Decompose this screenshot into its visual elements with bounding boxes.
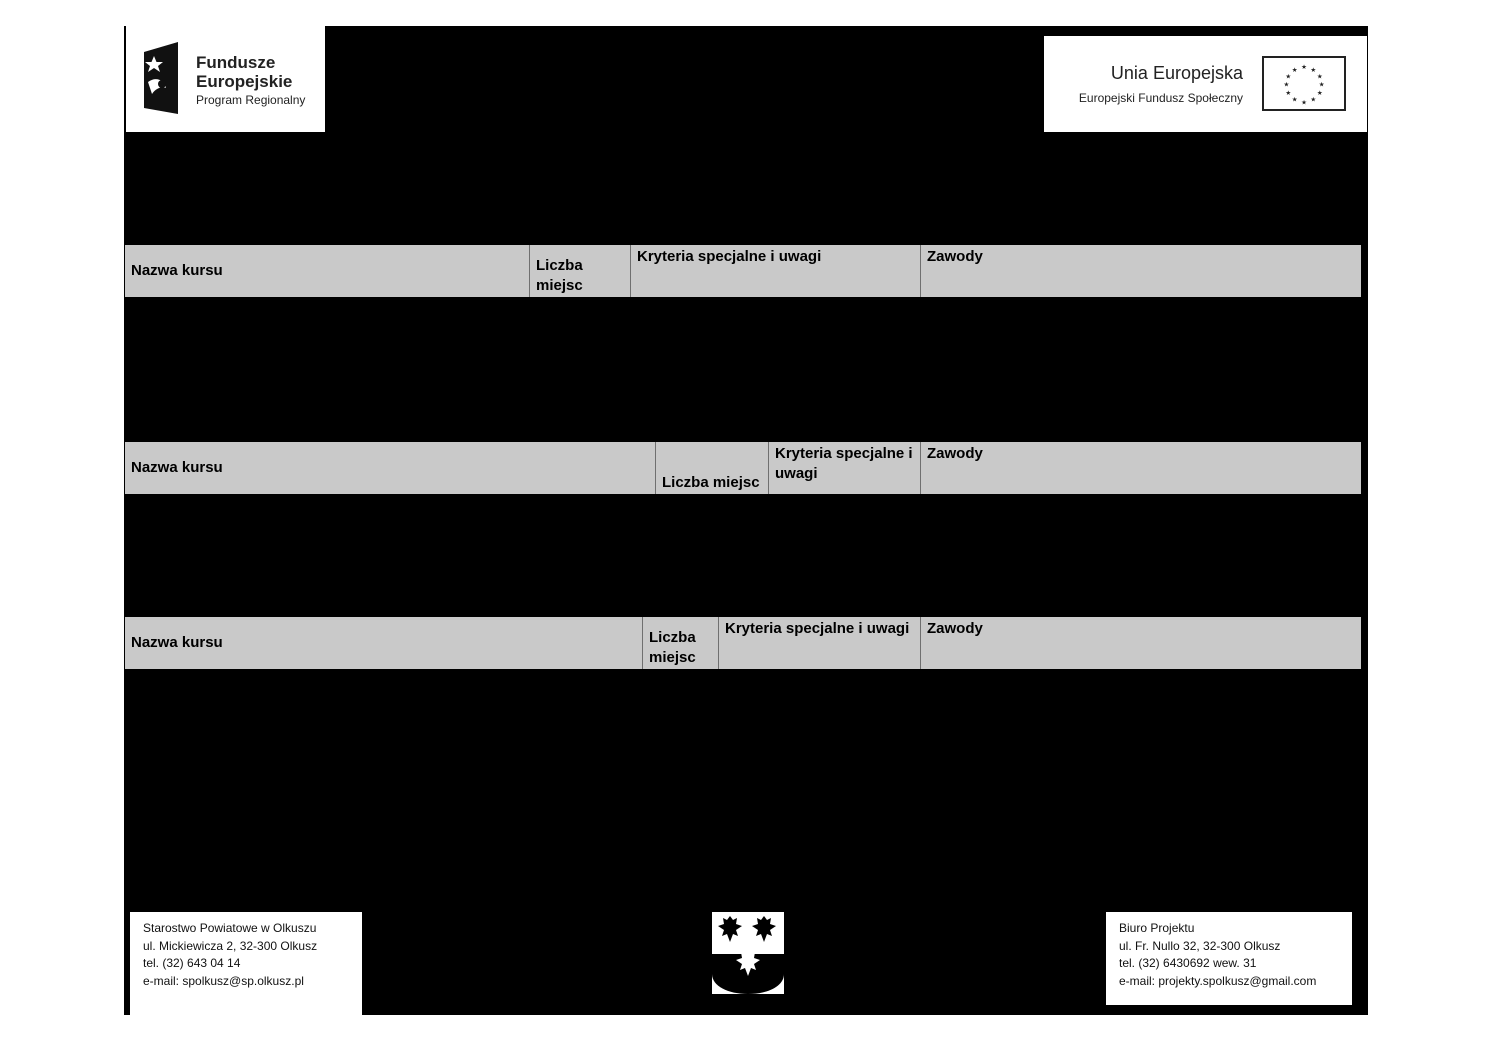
course-table-3-header [125, 617, 1361, 669]
col-nazwa-kursu: Nazwa kursu [125, 245, 530, 297]
footer-right-line3: tel. (32) 6430692 wew. 31 [1119, 956, 1257, 970]
svg-text:★: ★ [1310, 65, 1317, 74]
svg-text:★: ★ [1291, 65, 1298, 74]
svg-text:★: ★ [1283, 80, 1290, 89]
document-sheet [124, 26, 1368, 1015]
svg-text:★: ★ [1285, 89, 1292, 98]
col-kryteria: Kryteria specjalne i uwagi [769, 442, 921, 494]
col-zawody: Zawody [927, 620, 983, 637]
footer-right-email: e-mail: projekty.spolkusz@gmail.com [1119, 973, 1317, 988]
footer-starostwo-contact [130, 912, 362, 1015]
fe-logo-text [196, 53, 305, 109]
footer-left-line2: ul. Mickiewicza 2, 32-300 Olkusz [143, 938, 318, 953]
svg-text:★: ★ [1316, 72, 1323, 81]
svg-text:★: ★ [1291, 95, 1298, 104]
col-nazwa-kursu: Nazwa kursu [125, 617, 643, 669]
footer-right-line1: Biuro Projektu [1119, 921, 1195, 935]
col-liczba-miejsc: Liczba miejsc [656, 442, 769, 494]
col-nazwa-kursu: Nazwa kursu [125, 442, 656, 494]
col-liczba-miejsc: Liczba miejsc [530, 245, 631, 297]
footer-left-line1: Starostwo Powiatowe w Olkuszu [143, 921, 317, 935]
col-zawody: Zawody [927, 445, 983, 462]
ue-logo-subtitle: Europejski Fundusz Społeczny [1078, 91, 1243, 105]
svg-text:★: ★ [1316, 89, 1323, 98]
footer-left-line3: tel. (32) 643 04 14 [143, 956, 241, 970]
fe-logo-line1: Fundusze [196, 53, 276, 72]
svg-text:★: ★ [1318, 80, 1325, 89]
col-liczba-miejsc: Liczba miejsc [643, 617, 719, 669]
col-zawody: Zawody [927, 248, 983, 265]
fe-logo-line3: Program Regionalny [196, 93, 306, 107]
svg-text:★: ★ [1301, 63, 1307, 72]
svg-text:★: ★ [1301, 98, 1307, 107]
unia-europejska-logo [1044, 36, 1367, 132]
course-table-2-header [125, 442, 1361, 494]
svg-text:★: ★ [1310, 95, 1317, 104]
fe-logo-mark-icon [142, 42, 180, 114]
col-kryteria: Kryteria specjalne i uwagi [631, 245, 921, 297]
fundusze-europejskie-logo [126, 26, 325, 132]
ue-logo-title: Unia Europejska [1110, 63, 1243, 83]
olkusz-coat-of-arms [712, 912, 784, 994]
eagle-crest-icon [712, 912, 784, 994]
footer-left-email: e-mail: spolkusz@sp.olkusz.pl [143, 973, 304, 988]
fe-logo-line2: Europejskie [196, 72, 293, 91]
eu-flag-icon [1262, 56, 1346, 111]
course-table-1-header [125, 245, 1361, 297]
svg-text:★: ★ [1285, 72, 1292, 81]
footer-biuro-projektu-contact [1106, 912, 1352, 1005]
footer-right-line2: ul. Fr. Nullo 32, 32-300 Olkusz [1119, 938, 1281, 953]
col-kryteria: Kryteria specjalne i uwagi [719, 617, 921, 669]
